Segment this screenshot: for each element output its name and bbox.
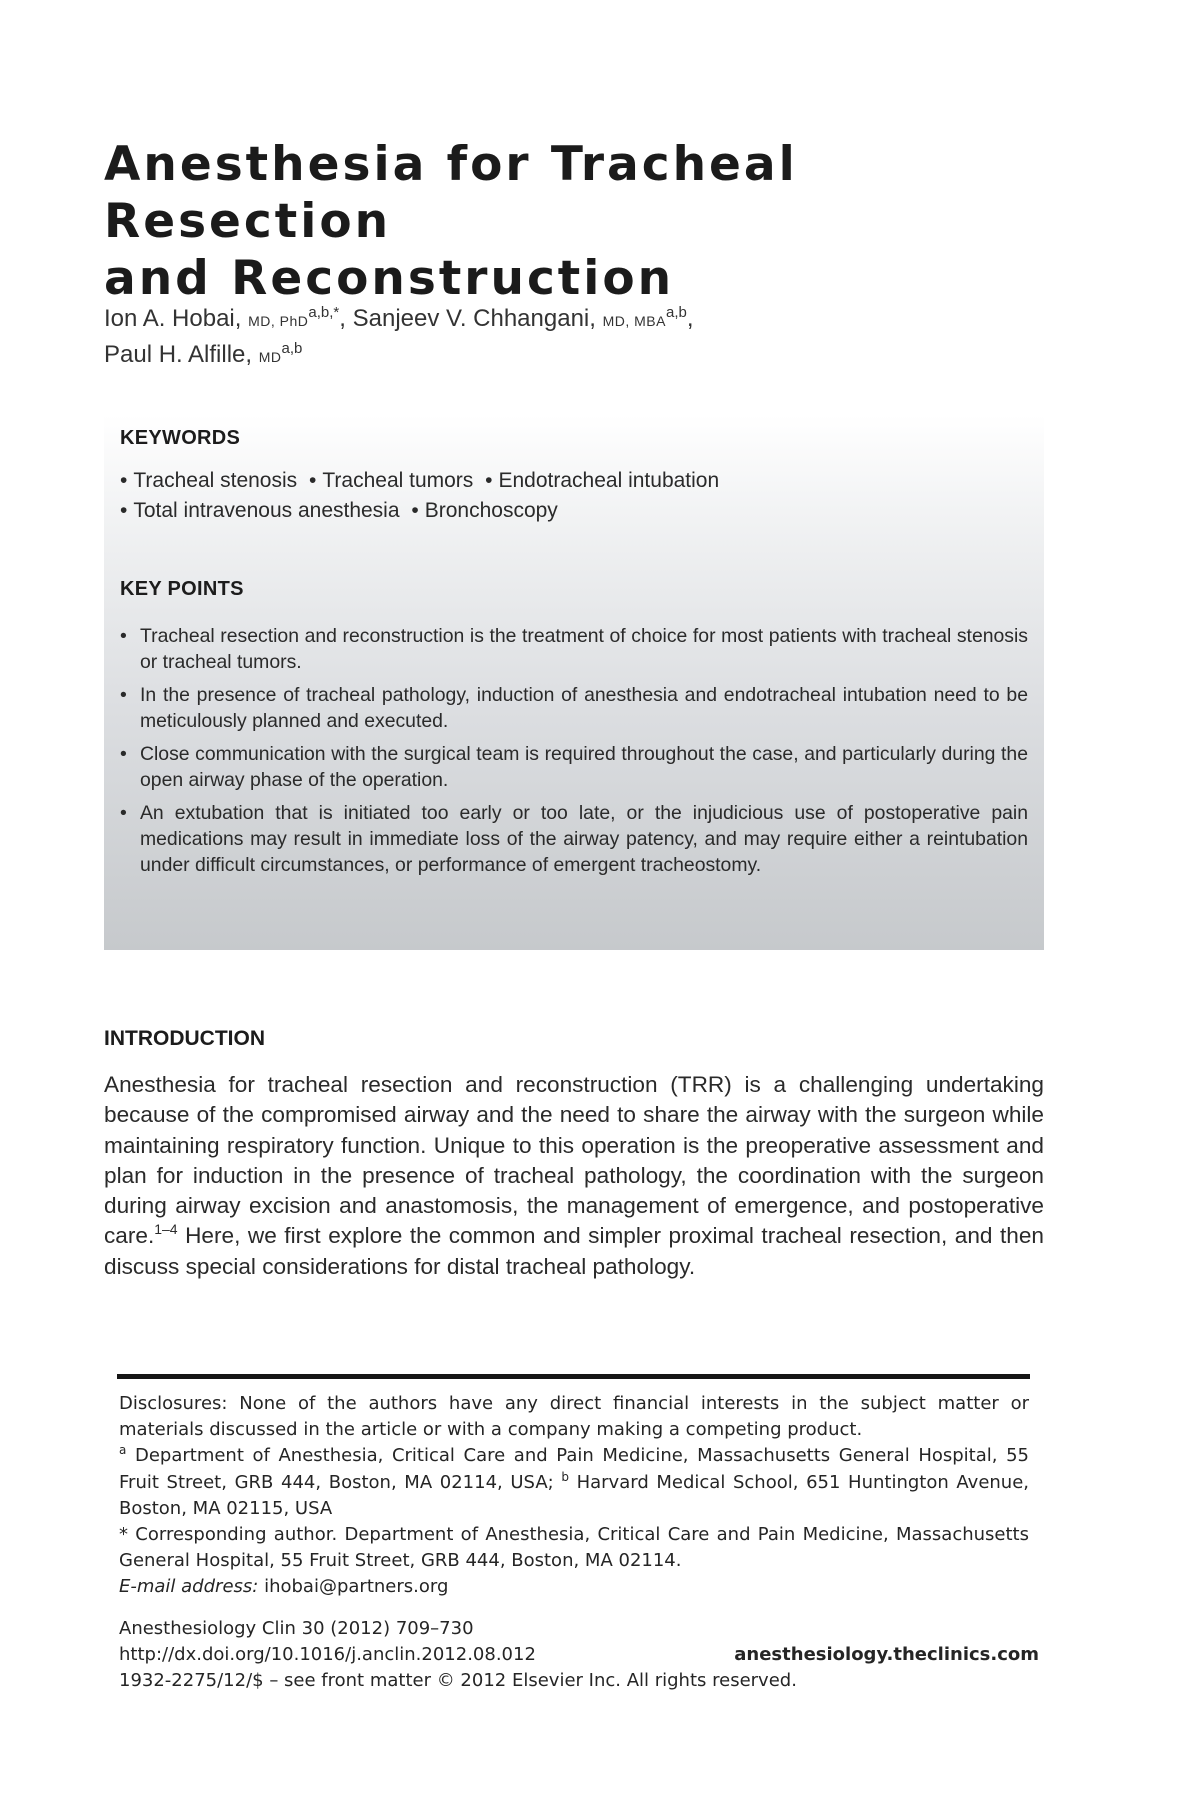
key-point-item (120, 800, 1028, 878)
keywords-keypoints-box (104, 415, 1044, 950)
copyright-row (119, 1668, 1039, 1694)
affiliation-a: Department of Anesthesia, Critical Care and Pain Medicine, Massachusetts General Hospital, 55 Fruit Street, GRB 444, Boston, MA 02114, USA; (119, 1445, 1029, 1493)
corresponding-author: * Corresponding author. Department of Anesthesia, Critical Care and Pain Medicine, Massachusetts General Hospital, 55 Fruit Street, GRB 444, Boston, MA 02114. (119, 1524, 1029, 1572)
keyword: Tracheal tumors (322, 469, 474, 492)
key-point-text: Tracheal resection and reconstruction is the treatment of choice for most patients with tracheal stenosis or tracheal tumors. (140, 625, 1028, 673)
keyword: Endotracheal intubation (498, 469, 720, 492)
author-name: Sanjeev V. Chhangani, (352, 305, 596, 332)
title-line-2: and Reconstruction (104, 251, 675, 306)
introduction-text: Anesthesia for tracheal resection and reconstruction (TRR) is a challenging undertaking because of the compromised airway and the need to share the airway with the surgeon while maintaining respiratory function. Unique to this operation is the preoperative assessment and plan for induction in the presence of tracheal pathology, the coordination with the surgeon during airway excision and anastomosis, the management of emergence, and postoperative care. (104, 1072, 1044, 1249)
title-line-1: Anesthesia for Tracheal Resection (104, 137, 798, 249)
author-affiliation-marks: a,b (281, 340, 303, 357)
article-title (104, 136, 1104, 307)
email-link[interactable]: ihobai@partners.org (264, 1576, 449, 1598)
key-point-text: Close communication with the surgical team is required throughout the case, and particularly during the open airway phase of the operation. (140, 743, 1028, 791)
author-credentials: MD, MBA (602, 313, 666, 329)
author-credentials: MD, PhD (248, 313, 309, 329)
bullet-icon: • (120, 625, 127, 647)
author-affiliation-marks: a,b,* (308, 304, 340, 321)
disclosures: Disclosures: None of the authors have any direct financial interests in the subject matter or materials discussed in the article or with a company making a competing product. (119, 1393, 1029, 1441)
bullet-icon: • (411, 499, 419, 522)
citation-row (119, 1616, 1039, 1642)
author-credentials: MD (258, 349, 282, 365)
citation: Anesthesiology Clin 30 (2012) 709–730 (119, 1618, 474, 1639)
keywords-line (120, 469, 719, 493)
author-line-1 (104, 302, 1104, 338)
keywords-line (120, 499, 558, 523)
affiliation-mark: a (119, 1443, 127, 1458)
keywords-heading: KEYWORDS (120, 427, 241, 449)
key-point-item (120, 682, 1028, 734)
bullet-icon: • (120, 743, 127, 765)
website-link[interactable]: anesthesiology.theclinics.com (734, 1644, 1039, 1665)
affiliation-mark: b (561, 1469, 569, 1484)
key-points-list (120, 623, 1028, 885)
doi-link[interactable]: http://dx.doi.org/10.1016/j.anclin.2012.08.012 (119, 1644, 536, 1665)
publication-info (119, 1616, 1039, 1694)
author-affiliation-marks: a,b (665, 304, 687, 321)
author-name: Ion A. Hobai, (104, 305, 242, 332)
bullet-icon: • (120, 499, 128, 522)
bullet-icon: • (120, 802, 127, 824)
bullet-icon: • (120, 684, 127, 706)
email-label: E-mail address: (119, 1576, 259, 1598)
footnotes (119, 1391, 1029, 1601)
key-points-heading: KEY POINTS (120, 578, 244, 600)
author-list (104, 302, 1104, 374)
doi-row (119, 1642, 1039, 1668)
copyright: 1932-2275/12/$ – see front matter © 2012 Elsevier Inc. All rights reserved. (119, 1670, 797, 1691)
keyword: Bronchoscopy (424, 499, 558, 522)
author-separator: , (686, 305, 694, 332)
keyword: Total intravenous anesthesia (133, 499, 400, 522)
footnote-divider (117, 1374, 1030, 1379)
key-point-text: An extubation that is initiated too early or too late, or the injudicious use of postoperative pain medications may result in immediate loss of the airway patency, and may require either a reintubation under difficult circumstances, or performance of emergent tracheostomy. (140, 802, 1028, 876)
author-name: Paul H. Alfille, (104, 341, 253, 368)
keyword: Tracheal stenosis (133, 469, 298, 492)
bullet-icon: • (120, 469, 128, 492)
email-line (119, 1574, 1029, 1600)
affiliations (119, 1443, 1029, 1522)
key-point-item (120, 623, 1028, 675)
author-separator: , (339, 305, 346, 332)
key-point-item (120, 741, 1028, 793)
bullet-icon: • (309, 469, 317, 492)
introduction-text-continued: Here, we first explore the common and simpler proximal tracheal resection, and then discuss special considerations for distal tracheal pathology. (104, 1223, 1044, 1279)
introduction-paragraph (104, 1070, 1044, 1282)
author-line-2 (104, 338, 1104, 374)
bullet-icon: • (485, 469, 493, 492)
reference-marker[interactable]: 1–4 (154, 1221, 178, 1238)
key-point-text: In the presence of tracheal pathology, induction of anesthesia and endotracheal intubation need to be meticulously planned and executed. (140, 684, 1028, 732)
introduction-heading: INTRODUCTION (104, 1027, 265, 1050)
affiliation-b: Harvard Medical School, 651 Huntington Avenue, Boston, MA 02115, USA (119, 1471, 1029, 1519)
